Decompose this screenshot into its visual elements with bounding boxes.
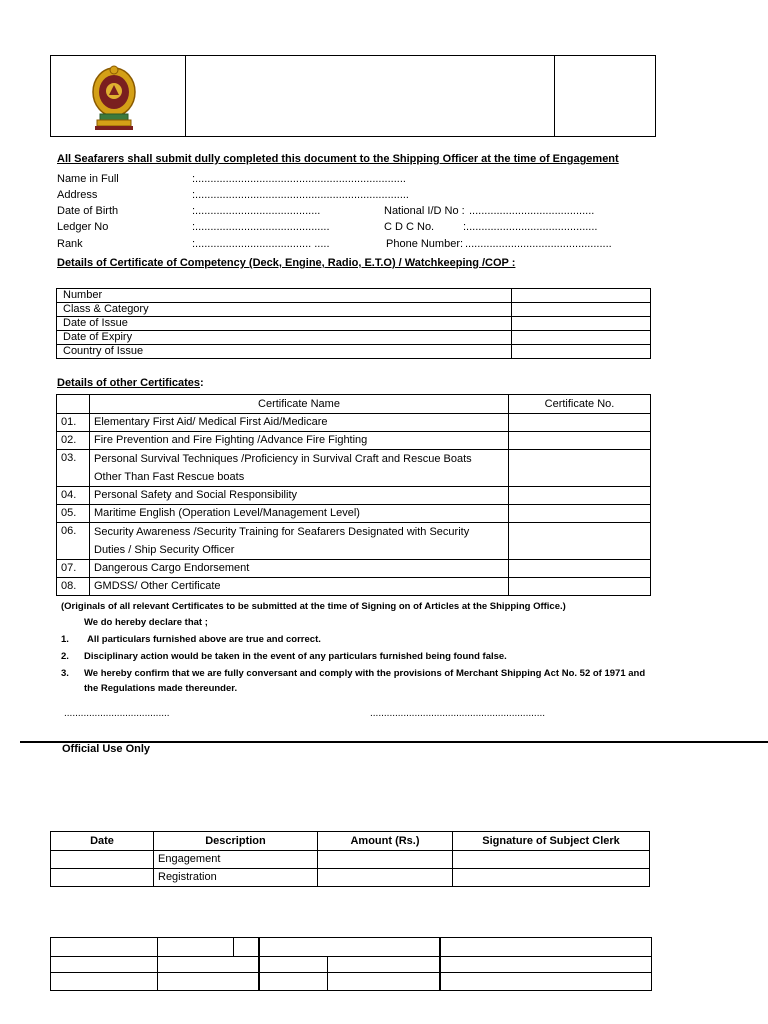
field-address-input[interactable]: :......................................................................	[192, 189, 409, 201]
cert-no-cell[interactable]	[509, 450, 651, 487]
table-row	[57, 505, 651, 523]
sri-lanka-emblem-icon	[87, 62, 141, 132]
signature-header: Signature of Subject Clerk	[453, 832, 650, 851]
cert-name-header: Certificate Name	[90, 395, 509, 414]
field-dob-label: Date of Birth	[57, 205, 119, 217]
table-row	[57, 331, 651, 345]
grid-vline	[157, 938, 158, 990]
grid-hline	[51, 972, 651, 973]
cert-no-cell[interactable]	[509, 523, 651, 560]
table-row	[57, 414, 651, 432]
competency-value[interactable]	[512, 303, 651, 317]
field-address-label: Address	[57, 189, 98, 201]
row-number: 03.	[57, 450, 90, 487]
grid-vline	[258, 938, 260, 990]
cert-name: Maritime English (Operation Level/Management Level)	[90, 505, 509, 523]
table-row	[57, 578, 651, 596]
grid-vline	[327, 956, 328, 990]
cert-no-cell[interactable]	[509, 578, 651, 596]
declaration-item-number: 2.	[61, 651, 69, 662]
amount-cell[interactable]	[318, 851, 453, 869]
competency-value[interactable]	[512, 289, 651, 303]
official-use-table	[50, 831, 650, 887]
field-nic-input[interactable]: .........................................	[469, 205, 595, 217]
field-ledger-label: Ledger No	[57, 221, 109, 233]
competency-value[interactable]	[512, 345, 651, 359]
description-cell: Registration	[154, 869, 318, 887]
table-row	[57, 432, 651, 450]
num-header	[57, 395, 90, 414]
field-dob-input[interactable]: :.........................................	[192, 205, 321, 217]
table-row	[57, 523, 651, 560]
cert-name: Dangerous Cargo Endorsement	[90, 560, 509, 578]
cert-name: Elementary First Aid/ Medical First Aid/Medicare	[90, 414, 509, 432]
cert-name: GMDSS/ Other Certificate	[90, 578, 509, 596]
table-header-row	[57, 395, 651, 414]
table-header-row	[51, 832, 650, 851]
date-cell[interactable]	[51, 851, 154, 869]
row-number: 07.	[57, 560, 90, 578]
date-cell[interactable]	[51, 869, 154, 887]
other-certs-heading	[57, 377, 204, 389]
table-row	[57, 560, 651, 578]
official-use-heading: Official Use Only	[62, 743, 151, 755]
field-name-input[interactable]: :.....................................................................	[192, 173, 406, 185]
row-number: 04.	[57, 487, 90, 505]
competency-label: Class & Category	[57, 303, 512, 317]
cert-no-header: Certificate No.	[509, 395, 651, 414]
instruction-text: All Seafarers shall submit dully completed this document to the Shipping Officer at the time of Engagement	[57, 153, 619, 165]
emblem-cell	[51, 56, 186, 136]
signature-line-right[interactable]: ...............................................................	[370, 708, 546, 719]
competency-value[interactable]	[512, 317, 651, 331]
field-cdc-input[interactable]: :...........................................	[463, 221, 598, 233]
amount-cell[interactable]	[318, 869, 453, 887]
cert-name: Fire Prevention and Fire Fighting /Advance Fire Fighting	[90, 432, 509, 450]
row-number: 05.	[57, 505, 90, 523]
row-number: 02.	[57, 432, 90, 450]
cert-no-cell[interactable]	[509, 505, 651, 523]
row-number: 01.	[57, 414, 90, 432]
field-rank-input[interactable]: :...................................... .....	[192, 238, 330, 250]
field-nic-label: National I/D No :	[384, 205, 465, 217]
declaration-item-text: We hereby confirm that we are fully conversant and comply with the provisions of Merchant Shipping Act No. 52 of 1971 and	[84, 668, 646, 679]
description-header: Description	[154, 832, 318, 851]
declaration-item-text: All particulars furnished above are true and correct.	[87, 634, 321, 645]
cert-no-cell[interactable]	[509, 560, 651, 578]
cert-name	[90, 523, 509, 560]
field-name-label: Name in Full	[57, 173, 119, 185]
cert-name: Personal Safety and Social Responsibility	[90, 487, 509, 505]
field-rank-label: Rank	[57, 238, 83, 250]
grid-vline	[439, 938, 441, 990]
table-row	[57, 487, 651, 505]
date-header: Date	[51, 832, 154, 851]
declaration-item-number: 1.	[61, 634, 69, 645]
signature-cell[interactable]	[453, 869, 650, 887]
other-certs-table	[56, 394, 651, 596]
cert-name-line: Other Than Fast Rescue boats	[94, 471, 245, 483]
cert-no-cell[interactable]	[509, 414, 651, 432]
declaration-item-text: Disciplinary action would be taken in the event of any particulars furnished being found false.	[84, 651, 507, 662]
competency-value[interactable]	[512, 331, 651, 345]
other-certs-heading-text: Details of other Certificates	[57, 377, 201, 389]
signature-line-left[interactable]: ......................................	[64, 708, 170, 719]
grid-hline	[51, 956, 651, 957]
table-row	[57, 450, 651, 487]
field-cdc-label: C D C No.	[384, 221, 435, 233]
bottom-grid	[50, 937, 652, 991]
row-number: 08.	[57, 578, 90, 596]
field-phone-label: Phone Number:	[386, 238, 464, 250]
other-certs-heading-suffix: :	[200, 377, 204, 389]
cert-name-line: Security Awareness /Security Training for Seafarers Designated with Security	[94, 526, 470, 538]
amount-header: Amount (Rs.)	[318, 832, 453, 851]
table-row	[51, 851, 650, 869]
declaration-intro: We do hereby declare that ;	[84, 617, 208, 628]
grid-vline	[233, 938, 234, 956]
field-ledger-input[interactable]: :............................................	[192, 221, 330, 233]
table-row	[57, 289, 651, 303]
header-title-cell	[185, 56, 555, 136]
cert-name-line: Personal Survival Techniques /Proficiency in Survival Craft and Rescue Boats	[94, 453, 472, 465]
cert-no-cell[interactable]	[509, 432, 651, 450]
competency-label: Date of Expiry	[57, 331, 512, 345]
header-box	[50, 55, 656, 137]
declaration-item-number: 3.	[61, 668, 69, 679]
signature-cell[interactable]	[453, 851, 650, 869]
cert-no-cell[interactable]	[509, 487, 651, 505]
competency-heading: Details of Certificate of Competency (Deck, Engine, Radio, E.T.O) / Watchkeeping /COP :	[57, 257, 516, 269]
table-row	[57, 345, 651, 359]
competency-label: Number	[57, 289, 512, 303]
cert-name	[90, 450, 509, 487]
row-number: 06.	[57, 523, 90, 560]
declaration-item-text: the Regulations made thereunder.	[84, 683, 238, 694]
field-phone-input[interactable]: ................................................	[465, 238, 612, 250]
description-cell: Engagement	[154, 851, 318, 869]
competency-label: Date of Issue	[57, 317, 512, 331]
originals-note: (Originals of all relevant Certificates to be submitted at the time of Signing on of Articles at the Shipping Office.)	[61, 601, 566, 612]
competency-label: Country of Issue	[57, 345, 512, 359]
table-row	[57, 303, 651, 317]
cert-name-line: Duties / Ship Security Officer	[94, 544, 235, 556]
competency-table	[56, 288, 651, 359]
table-row	[57, 317, 651, 331]
table-row	[51, 869, 650, 887]
